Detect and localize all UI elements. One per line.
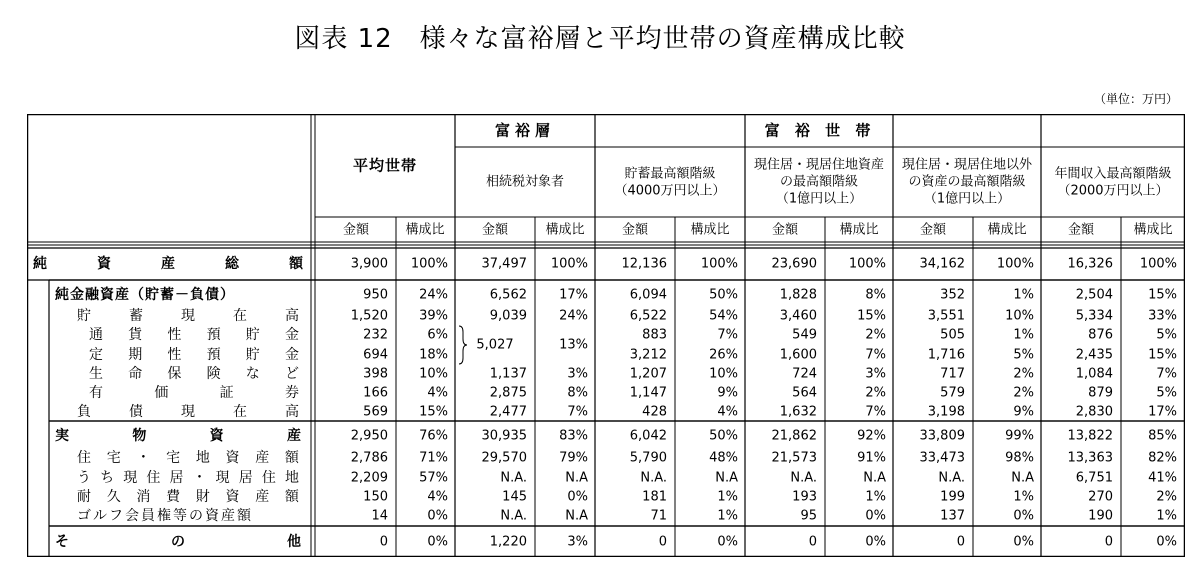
row-label-char: 価	[154, 385, 169, 401]
amount-cell: 0	[1104, 534, 1113, 550]
merged-amount-cell: 5,027	[476, 337, 514, 353]
row-label-char: の	[171, 534, 185, 550]
amount-cell: 37,497	[481, 256, 527, 272]
row-label-char: 高	[285, 308, 299, 324]
ratio-cell: 7%	[567, 404, 588, 420]
row-label-char: 証	[219, 385, 234, 401]
ratio-cell: 0%	[1156, 534, 1177, 550]
amount-cell: 13,822	[1067, 428, 1113, 444]
row-label-char: 現	[181, 404, 195, 420]
amount-cell: 13,363	[1067, 450, 1113, 466]
ratio-cell: 76%	[419, 428, 448, 444]
ratio-cell: N.A	[1011, 470, 1034, 486]
amount-cell: 34,162	[919, 256, 965, 272]
amount-cell: 1,716	[927, 347, 965, 363]
ratio-cell: 15%	[419, 404, 448, 420]
group-header-line: の資産の最高額階級	[908, 174, 1026, 190]
row-label-char: 他	[287, 534, 301, 550]
ratio-cell: 7%	[1156, 366, 1177, 382]
ratio-cell: 0%	[1013, 534, 1034, 550]
ratio-cell: 10%	[709, 366, 738, 382]
ratio-cell: 2%	[1156, 489, 1177, 505]
ratio-cell: 6%	[427, 327, 448, 343]
ratio-cell: 24%	[419, 287, 448, 303]
ratio-cell: 2%	[865, 385, 886, 401]
amount-cell: 199	[940, 489, 965, 505]
row-label-char: 預	[206, 327, 221, 343]
amount-cell: 1,600	[779, 347, 817, 363]
amount-cell: 2,950	[350, 428, 388, 444]
row-label	[89, 386, 299, 400]
amount-cell: 0	[956, 534, 965, 550]
amount-cell: 352	[940, 287, 965, 303]
amount-cell: 9,039	[489, 308, 527, 324]
amount-cell: 21,862	[771, 428, 817, 444]
ratio-cell: 99%	[1005, 428, 1034, 444]
row-label-char: 負	[77, 404, 91, 420]
row-label-char: 耐	[77, 489, 91, 505]
row-label-char: 宅	[166, 450, 181, 466]
amount-cell: 1,632	[779, 404, 817, 420]
ratio-cell: 41%	[1148, 470, 1177, 486]
group-header-line: （4000万円以上）	[614, 183, 726, 198]
row-label-char: な	[245, 366, 260, 382]
amount-cell: 1,137	[489, 366, 527, 382]
row-label-char: 住	[77, 450, 91, 466]
group-header-line: 相続税対象者	[485, 174, 565, 190]
amount-cell: N.A.	[938, 470, 965, 486]
ratio-cell: 2%	[1013, 385, 1034, 401]
amount-cell: 6,562	[489, 287, 527, 303]
group-header-line: 現住居・現居住地資産	[753, 157, 885, 173]
ratio-cell: 15%	[857, 308, 886, 324]
ratio-cell: 7%	[865, 404, 886, 420]
ratio-cell: 5%	[1156, 385, 1177, 401]
ratio-cell: 3%	[567, 534, 588, 550]
amount-cell: 14	[371, 508, 388, 524]
ratio-cell: 15%	[1148, 287, 1177, 303]
ratio-cell: 4%	[427, 385, 448, 401]
amount-cell: 137	[940, 508, 965, 524]
ratio-cell: 3%	[865, 366, 886, 382]
amount-cell: 428	[642, 404, 667, 420]
row-label-char: 額	[284, 489, 299, 505]
ratio-cell: 48%	[709, 450, 738, 466]
amount-cell: 3,900	[350, 256, 388, 272]
amount-cell: 270	[1088, 489, 1113, 505]
subheader-ratio: 構成比	[405, 222, 445, 238]
ratio-cell: 100%	[700, 256, 738, 272]
group-header-line: の最高額階級	[779, 174, 859, 190]
row-label-char: う	[77, 470, 91, 486]
row-label-char: 実	[55, 428, 69, 444]
amount-cell: 0	[658, 534, 667, 550]
ratio-cell: 7%	[717, 327, 738, 343]
ratio-cell: 100%	[996, 256, 1034, 272]
amount-cell: 564	[792, 385, 817, 401]
subheader-ratio: 構成比	[690, 222, 730, 238]
row-label-char: 在	[233, 308, 247, 324]
amount-cell: 950	[363, 287, 388, 303]
amount-cell: 95	[800, 508, 817, 524]
subheader-ratio: 構成比	[987, 222, 1027, 238]
row-label-char: 地	[195, 450, 210, 466]
subheader-ratio: 構成比	[839, 222, 879, 238]
ratio-cell: 18%	[419, 347, 448, 363]
amount-cell: 33,473	[919, 450, 965, 466]
row-label-char: 命	[128, 366, 143, 382]
ratio-cell: 33%	[1148, 308, 1177, 324]
ratio-cell: 85%	[1148, 428, 1177, 444]
row-label-char: 資	[225, 489, 240, 505]
row-label-char: 金	[284, 327, 299, 343]
row-label-char: 高	[285, 404, 299, 420]
header-fuyusetai: 富 裕 世 帯	[764, 121, 876, 140]
asset-composition-table	[27, 114, 1185, 557]
amount-cell: 30,935	[481, 428, 527, 444]
amount-cell: 2,786	[350, 450, 388, 466]
ratio-cell: 10%	[1005, 308, 1034, 324]
row-label	[55, 429, 301, 443]
ratio-cell: N.A	[565, 508, 588, 524]
row-label-char: 産	[255, 450, 270, 466]
ratio-cell: 8%	[865, 287, 886, 303]
ratio-cell: 82%	[1148, 450, 1177, 466]
ratio-cell: 24%	[559, 308, 588, 324]
ratio-cell: 0%	[865, 534, 886, 550]
amount-cell: 190	[1088, 508, 1113, 524]
amount-cell: 0	[808, 534, 817, 550]
row-label	[77, 451, 299, 465]
row-label-char: 在	[233, 404, 247, 420]
merge-brace	[459, 326, 467, 364]
subheader-amount: 金額	[771, 222, 799, 238]
row-label-char: 貯	[245, 327, 260, 343]
amount-cell: 12,136	[621, 256, 667, 272]
ratio-cell: 54%	[709, 308, 738, 324]
row-label-char: 預	[206, 347, 221, 363]
ratio-cell: N.A	[715, 470, 738, 486]
amount-cell: 724	[792, 366, 817, 382]
amount-cell: 29,570	[481, 450, 527, 466]
ratio-cell: 2%	[1013, 366, 1034, 382]
amount-cell: 1,084	[1075, 366, 1113, 382]
row-label-char: 居	[238, 470, 253, 486]
ratio-cell: 2%	[865, 327, 886, 343]
row-label-char: 居	[169, 470, 184, 486]
amount-cell: 569	[363, 404, 388, 420]
row-label-char: 産	[161, 256, 175, 272]
amount-cell: 1,520	[350, 308, 388, 324]
row-label-char: 保	[167, 366, 182, 382]
ratio-cell: 15%	[1148, 347, 1177, 363]
row-label-char: 有	[89, 385, 103, 401]
ratio-cell: 0%	[865, 508, 886, 524]
amount-cell: 694	[363, 347, 388, 363]
amount-cell: 579	[940, 385, 965, 401]
ratio-cell: 79%	[559, 450, 588, 466]
subheader-amount: 金額	[481, 222, 509, 238]
amount-cell: N.A.	[790, 470, 817, 486]
row-label-char: 純	[33, 256, 47, 272]
ratio-cell: 4%	[427, 489, 448, 505]
ratio-cell: 71%	[419, 450, 448, 466]
row-label-char: 性	[167, 347, 182, 363]
amount-cell: 398	[363, 366, 388, 382]
amount-cell: 1,207	[629, 366, 667, 382]
row-label-char: 金	[284, 347, 299, 363]
ratio-cell: 26%	[709, 347, 738, 363]
row-label-char: 貯	[245, 347, 260, 363]
ratio-cell: 57%	[419, 470, 448, 486]
amount-cell: N.A.	[500, 470, 527, 486]
amount-cell: 5,790	[629, 450, 667, 466]
ratio-cell: 1%	[717, 489, 738, 505]
row-label-char: 期	[128, 347, 143, 363]
amount-cell: 181	[642, 489, 667, 505]
ratio-cell: 50%	[709, 428, 738, 444]
group-header-line: 貯蓄最高額階級	[624, 166, 716, 181]
row-label	[33, 257, 303, 271]
amount-cell: 6,522	[629, 308, 667, 324]
row-label-char: 住	[261, 470, 276, 486]
unit-label: （単位：万円）	[1093, 92, 1178, 106]
ratio-cell: 1%	[1013, 287, 1034, 303]
subheader-amount: 金額	[919, 222, 947, 238]
amount-cell: 876	[1088, 327, 1113, 343]
ratio-cell: 0%	[717, 534, 738, 550]
row-label	[77, 309, 299, 323]
row-label-char: 険	[206, 366, 221, 382]
amount-cell: 717	[940, 366, 965, 382]
subheader-amount: 金額	[342, 222, 370, 238]
row-label-char: 資	[97, 256, 111, 272]
row-label-char: そ	[55, 534, 69, 550]
ratio-cell: 91%	[857, 450, 886, 466]
row-label-char: 住	[146, 470, 161, 486]
row-label-char: 定	[89, 347, 103, 363]
ratio-cell: 7%	[865, 347, 886, 363]
amount-cell: 6,751	[1075, 470, 1113, 486]
row-label-char: 通	[89, 327, 103, 343]
row-label-char: 券	[284, 385, 299, 401]
amount-cell: 1,147	[629, 385, 667, 401]
header-fuyuso: 富裕層	[494, 121, 556, 140]
group-header-line: 年間収入最高額階級	[1054, 166, 1172, 181]
amount-cell: 33,809	[919, 428, 965, 444]
group-header-line: （1億円以上）	[775, 191, 863, 207]
amount-cell: 232	[363, 327, 388, 343]
page-title: 図表 12 様々な富裕層と平均世帯の資産構成比較	[294, 24, 906, 54]
amount-cell: 3,551	[927, 308, 965, 324]
amount-cell: 1,220	[489, 534, 527, 550]
ratio-cell: 9%	[717, 385, 738, 401]
ratio-cell: 17%	[1148, 404, 1177, 420]
ratio-cell: 0%	[1013, 508, 1034, 524]
row-label-char: 現	[123, 470, 138, 486]
group-header-line: 現住居・現居住地以外	[901, 157, 1033, 173]
amount-cell: 166	[363, 385, 388, 401]
ratio-cell: N.A	[863, 470, 886, 486]
amount-cell: 16,326	[1067, 256, 1113, 272]
row-label	[77, 471, 299, 485]
amount-cell: 505	[940, 327, 965, 343]
row-label-char: 額	[284, 450, 299, 466]
amount-cell: 3,198	[927, 404, 965, 420]
amount-cell: 71	[650, 508, 667, 524]
ratio-cell: 9%	[1013, 404, 1034, 420]
row-label-char: 資	[209, 428, 224, 444]
row-label-char: 費	[166, 489, 181, 505]
ratio-cell: 83%	[559, 428, 588, 444]
group-header-line: （1億円以上）	[923, 191, 1011, 207]
ratio-cell: 39%	[419, 308, 448, 324]
amount-cell: 145	[502, 489, 527, 505]
ratio-cell: 100%	[1139, 256, 1177, 272]
ratio-cell: 0%	[567, 489, 588, 505]
ratio-cell: 100%	[410, 256, 448, 272]
row-label-char: ・	[136, 450, 151, 466]
row-label-char: 物	[132, 428, 147, 444]
row-label	[89, 348, 299, 362]
ratio-cell: 1%	[1013, 327, 1034, 343]
row-label-char: 産	[286, 428, 301, 444]
row-label	[77, 405, 299, 419]
row-label-char: 蓄	[129, 308, 143, 324]
row-label-char: ち	[100, 470, 115, 486]
row-label-char: 性	[167, 327, 182, 343]
amount-cell: 2,830	[1075, 404, 1113, 420]
amount-cell: 150	[363, 489, 388, 505]
row-label-char: 貨	[128, 327, 143, 343]
ratio-cell: N.A	[565, 470, 588, 486]
row-label	[89, 328, 299, 342]
ratio-cell: 4%	[717, 404, 738, 420]
ratio-cell: 1%	[865, 489, 886, 505]
row-label-char: 総	[225, 256, 239, 272]
row-label-char: ど	[284, 366, 299, 382]
row-label-char: 宅	[106, 450, 121, 466]
amount-cell: 549	[792, 327, 817, 343]
row-label-char: 財	[195, 489, 210, 505]
ratio-cell: 0%	[427, 534, 448, 550]
row-label-char: 現	[181, 308, 195, 324]
amount-cell: 883	[642, 327, 667, 343]
ratio-cell: 98%	[1005, 450, 1034, 466]
row-label	[77, 490, 299, 504]
amount-cell: 2,477	[489, 404, 527, 420]
ratio-cell: 1%	[717, 508, 738, 524]
amount-cell: 1,828	[779, 287, 817, 303]
amount-cell: 3,460	[779, 308, 817, 324]
row-label-char: 貯	[77, 308, 91, 324]
amount-cell: 193	[792, 489, 817, 505]
ratio-cell: 0%	[427, 508, 448, 524]
row-label: ゴルフ会員権等の資産額	[77, 508, 253, 524]
ratio-cell: 5%	[1013, 347, 1034, 363]
row-label-char: 生	[89, 366, 103, 382]
amount-cell: 21,573	[771, 450, 817, 466]
row-label-char: 額	[289, 256, 303, 272]
row-label-char: ・	[192, 470, 207, 486]
amount-cell: 6,042	[629, 428, 667, 444]
amount-cell: 2,435	[1075, 347, 1113, 363]
row-label-char: 消	[136, 489, 151, 505]
amount-cell: 2,504	[1075, 287, 1113, 303]
amount-cell: 2,875	[489, 385, 527, 401]
subheader-ratio: 構成比	[1133, 222, 1173, 238]
row-label-char: 債	[129, 404, 143, 420]
row-label-char: 産	[255, 489, 270, 505]
ratio-cell: 5%	[1156, 327, 1177, 343]
ratio-cell: 10%	[419, 366, 448, 382]
amount-cell: N.A.	[640, 470, 667, 486]
row-label	[89, 367, 299, 381]
amount-cell: N.A.	[500, 508, 527, 524]
ratio-cell: 1%	[1156, 508, 1177, 524]
row-label-char: 久	[106, 489, 121, 505]
merged-ratio-cell: 13%	[559, 337, 588, 353]
row-label: 純金融資産（貯蓄－負債）	[55, 287, 235, 303]
header-avg: 平均世帯	[352, 156, 418, 175]
subheader-amount: 金額	[621, 222, 649, 238]
row-label-char: 地	[284, 470, 299, 486]
row-label-char: 資	[225, 450, 240, 466]
amount-cell: 6,094	[629, 287, 667, 303]
amount-cell: 879	[1088, 385, 1113, 401]
ratio-cell: 92%	[857, 428, 886, 444]
group-header-line: （2000万円以上）	[1057, 183, 1169, 198]
ratio-cell: 8%	[567, 385, 588, 401]
amount-cell: 2,209	[350, 470, 388, 486]
amount-cell: 23,690	[771, 256, 817, 272]
ratio-cell: 17%	[559, 287, 588, 303]
row-label	[55, 535, 301, 549]
amount-cell: 3,212	[629, 347, 667, 363]
ratio-cell: 100%	[550, 256, 588, 272]
amount-cell: 5,334	[1075, 308, 1113, 324]
ratio-cell: 50%	[709, 287, 738, 303]
ratio-cell: 100%	[848, 256, 886, 272]
amount-cell: 0	[379, 534, 388, 550]
subheader-ratio: 構成比	[545, 222, 585, 238]
row-label-char: 現	[215, 470, 230, 486]
ratio-cell: 3%	[567, 366, 588, 382]
ratio-cell: 1%	[1013, 489, 1034, 505]
subheader-amount: 金額	[1067, 222, 1095, 238]
